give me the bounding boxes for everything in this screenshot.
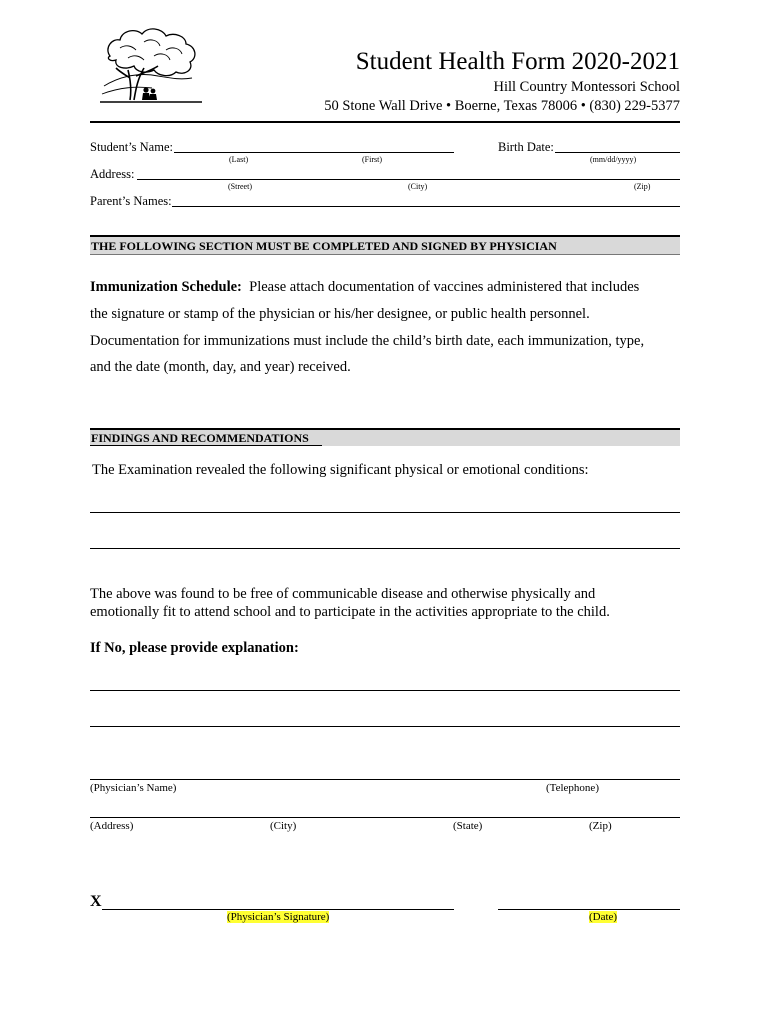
physician-address-field[interactable]: [90, 817, 680, 818]
school-name: Hill Country Montessori School: [493, 79, 680, 95]
physician-signature-field[interactable]: [102, 909, 454, 910]
physician-name-label: (Physician’s Name): [90, 782, 177, 794]
fitness-statement-line-2: emotionally fit to attend school and to participate in the activities appropriate to the child.: [90, 604, 610, 620]
immunization-line-1: Immunization Schedule: Please attach documentation of vaccines administered that includes: [90, 279, 640, 295]
address-label-physician: (Address): [90, 820, 134, 832]
date-field[interactable]: [498, 909, 680, 910]
fitness-statement-line-1: The above was found to be free of communicable disease and otherwise physically and: [90, 586, 596, 602]
physician-name-field[interactable]: [90, 779, 680, 780]
conditions-line-1[interactable]: [90, 512, 680, 513]
zip-label: (Zip): [589, 820, 612, 832]
birth-date-field[interactable]: [555, 152, 680, 153]
address-field[interactable]: [137, 179, 680, 180]
physician-signature-label: (Physician’s Signature): [227, 911, 330, 923]
birth-date-label: Birth Date:: [498, 140, 554, 154]
if-no-explanation-label: If No, please provide explanation:: [90, 640, 299, 656]
conditions-line-2[interactable]: [90, 548, 680, 549]
state-label: (State): [453, 820, 483, 832]
date-label: (Date): [589, 911, 618, 923]
form-title: Student Health Form 2020-2021: [355, 48, 680, 75]
school-address: 50 Stone Wall Drive • Boerne, Texas 78006 • (830) 229-5377: [324, 98, 680, 114]
last-name-hint: (Last): [229, 155, 249, 164]
findings-heading: FINDINGS AND RECOMMENDATIONS: [90, 428, 680, 446]
telephone-label: (Telephone): [546, 782, 599, 794]
address-label: Address:: [90, 167, 135, 181]
explanation-line-2[interactable]: [90, 726, 680, 727]
city-hint: (City): [408, 182, 428, 191]
signature-x-mark: X: [90, 893, 102, 910]
explanation-line-1[interactable]: [90, 690, 680, 691]
street-hint: (Street): [228, 182, 252, 191]
immunization-line-3: Documentation for immunizations must include the child’s birth date, each immunization, type,: [90, 333, 645, 349]
student-name-field[interactable]: [174, 152, 454, 153]
zip-hint: (Zip): [634, 182, 651, 191]
student-name-label: Student’s Name:: [90, 140, 173, 154]
school-logo-tree-icon: [100, 26, 204, 108]
first-name-hint: (First): [362, 155, 382, 164]
parents-names-label: Parent’s Names:: [90, 194, 172, 208]
immunization-line-4: and the date (month, day, and year) received.: [90, 359, 351, 375]
physician-section-heading: THE FOLLOWING SECTION MUST BE COMPLETED AND SIGNED BY PHYSICIAN: [90, 235, 680, 255]
birth-date-hint: (mm/dd/yyyy): [590, 155, 637, 164]
immunization-line-2: the signature or stamp of the physician or his/her designee, or public health personnel.: [90, 306, 590, 322]
city-label: (City): [270, 820, 297, 832]
examination-text: The Examination revealed the following significant physical or emotional conditions:: [92, 462, 589, 478]
immunization-schedule-label: Immunization Schedule:: [90, 279, 242, 295]
header-divider: [90, 121, 680, 123]
parents-names-field[interactable]: [172, 206, 680, 207]
